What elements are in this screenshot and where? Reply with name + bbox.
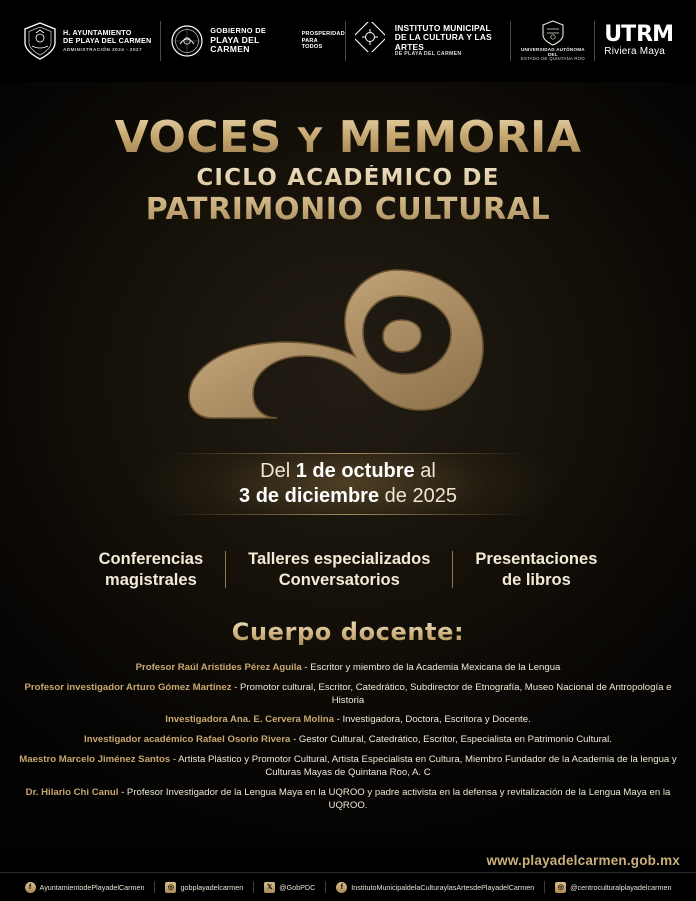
faculty-0-name: Profesor Raúl Arístides Pérez Aguila - xyxy=(135,661,311,673)
activity-item-conferencias xyxy=(77,549,226,589)
instagram-icon: ◎ xyxy=(555,882,566,893)
utrm-word-2: RM xyxy=(636,22,674,48)
activity-1-line2: Conversatorios xyxy=(278,570,400,589)
date-prefix: Del xyxy=(260,460,296,483)
social-link-facebook-ayuntamiento[interactable] xyxy=(25,882,145,893)
logo-uqroo-line1: UNIVERSIDAD AUTÓNOMA DEL xyxy=(520,46,585,58)
activity-item-talleres xyxy=(226,549,452,589)
faculty-list xyxy=(0,662,696,813)
date-start: 1 de octubre xyxy=(295,460,415,483)
uqroo-shield-icon xyxy=(541,20,565,46)
faculty-5-name: Dr. Hilario Chi Canul xyxy=(25,787,119,799)
social-link-instagram-gobierno[interactable] xyxy=(165,882,243,893)
logo-gobierno xyxy=(161,11,293,71)
activity-item-presentaciones xyxy=(453,549,619,589)
logo-instituto-line1: INSTITUTO MUNICIPAL xyxy=(394,22,491,33)
maya-spiral-wind-glyph-icon xyxy=(183,252,513,437)
faculty-2-desc: - Investigadora, Doctora, Escritora y Docente. xyxy=(333,714,531,726)
social-link-x-gobpdc[interactable] xyxy=(264,882,315,893)
date-middle: al xyxy=(414,460,436,483)
facebook-icon: f xyxy=(25,882,36,893)
social-divider-3 xyxy=(325,881,326,893)
social-handle-3: InstitutoMunicipaldelaCulturaylasArtesdePlayadelCarmen xyxy=(351,882,535,892)
faculty-2-name: Investigadora Ana. E. Cervera Molina xyxy=(165,714,334,726)
list-item xyxy=(16,734,680,747)
list-item xyxy=(16,787,680,813)
page-subtitle xyxy=(0,165,696,228)
event-date-banner xyxy=(138,453,558,515)
logo-ayuntamiento-line1: H. AYUNTAMIENTO xyxy=(63,28,132,38)
logo-uqroo xyxy=(511,11,594,71)
faculty-5-desc: - Profesor Investigador de la Lengua Maya en la UQROO y padre activista en la defensa y revitalización de la Lengua Maya en la UQROO. xyxy=(118,787,671,812)
logo-ayuntamiento-line2: DE PLAYA DEL CARMEN xyxy=(63,36,152,46)
faculty-4-name: Maestro Marcelo Jiménez Santos xyxy=(19,754,171,766)
website-url[interactable]: www.playadelcarmen.gob.mx xyxy=(486,853,680,868)
title-main-part2: MEMORIA xyxy=(338,112,582,163)
prosperidad-line3: TODOS xyxy=(301,44,323,51)
date-end: 3 de diciembre xyxy=(239,485,380,508)
logo-prosperidad xyxy=(294,31,345,52)
logo-instituto-line2: DE LA CULTURA Y LAS ARTES xyxy=(394,32,492,52)
list-item xyxy=(16,682,680,708)
utrm-subtitle: Riviera Maya xyxy=(604,45,666,57)
emblem-container xyxy=(0,249,696,439)
poster-title-block xyxy=(0,112,696,227)
instagram-icon: ◎ xyxy=(165,882,176,893)
prosperidad-line2: PARA xyxy=(301,37,318,44)
activity-0-line1: Conferencias xyxy=(98,550,204,569)
activity-1-line1: Talleres especializados xyxy=(248,550,431,569)
prosperidad-line1: PROSPERIDAD xyxy=(301,30,345,37)
activity-0-line2: magistrales xyxy=(105,570,197,589)
date-suffix: de 2025 xyxy=(379,485,457,508)
list-item xyxy=(16,754,680,780)
facebook-icon: f xyxy=(336,882,347,893)
faculty-3-name: Investigador académico Rafael Osorio Rivera xyxy=(84,734,291,746)
faculty-3-desc: - Gestor Cultural, Catedrático, Escritor, Especialista en Patrimonio Cultural. xyxy=(290,734,612,746)
logo-ayuntamiento xyxy=(14,11,160,71)
social-divider-2 xyxy=(253,881,254,893)
subtitle-line-1: CICLO ACADÉMICO DE xyxy=(196,164,500,191)
social-handle-1: gobplayadelcarmen xyxy=(180,882,244,892)
social-divider-4 xyxy=(544,881,545,893)
social-divider-1 xyxy=(154,881,155,893)
faculty-4-desc: - Artista Plástico y Promotor Cultural, Artista Especialista en Cultura, Miembro Fundador de la Academia de la lengua y Culturas Mayas de Quintana Roo, A. C xyxy=(170,754,677,779)
activity-2-line1: Presentaciones xyxy=(475,550,598,569)
social-handle-2: @GobPDC xyxy=(279,882,316,892)
list-item xyxy=(16,662,680,675)
footer-url-row xyxy=(0,849,696,873)
logo-instituto-line3: DE PLAYA DEL CARMEN xyxy=(394,51,462,58)
institution-logo-bar xyxy=(0,0,696,82)
social-link-instagram-centrocultural[interactable] xyxy=(555,882,671,893)
activity-list xyxy=(0,549,696,589)
logo-gobierno-line2: PLAYA DEL CARMEN xyxy=(210,34,260,55)
faculty-1-desc: - Promotor cultural, Escritor, Catedrático, Subdirector de Etnografía, Museo Nacional de Antropología e Historia xyxy=(231,681,672,706)
title-main-part1: VOCES xyxy=(114,112,282,163)
footer-social-row xyxy=(0,873,696,901)
title-main-conjunction: Y xyxy=(297,121,323,161)
x-twitter-icon: 𝕏 xyxy=(264,882,275,893)
page-title xyxy=(0,112,696,163)
logo-utrm xyxy=(595,11,682,71)
faculty-heading: Cuerpo docente: xyxy=(0,618,696,646)
municipal-crest-icon xyxy=(23,22,57,60)
utrm-word-1: UT xyxy=(604,22,636,48)
social-handle-4: @centroculturalplayadelcarmen xyxy=(570,882,672,892)
activity-2-line2: de libros xyxy=(502,570,571,589)
logo-gobierno-line1: GOBIERNO DE xyxy=(210,26,267,36)
faculty-1-name: Profesor investigador Arturo Gómez Martínez xyxy=(24,681,232,693)
poster-footer xyxy=(0,849,696,901)
maya-glyph-icon xyxy=(355,22,389,60)
logo-ayuntamiento-line3: ADMINISTRACIÓN 2024 - 2027 xyxy=(63,47,143,53)
government-seal-icon xyxy=(170,22,204,60)
subtitle-line-2: PATRIMONIO CULTURAL xyxy=(145,192,551,227)
faculty-0-desc: Escritor y miembro de la Academia Mexicana de la Lengua xyxy=(310,661,561,673)
logo-instituto xyxy=(346,11,511,71)
logo-uqroo-line2: ESTADO DE QUINTANA ROO xyxy=(520,56,585,62)
social-handle-0: AyuntamientodePlayadelCarmen xyxy=(39,882,145,892)
social-link-facebook-instituto[interactable] xyxy=(336,882,534,893)
event-date-text xyxy=(239,459,457,509)
list-item xyxy=(16,714,680,727)
